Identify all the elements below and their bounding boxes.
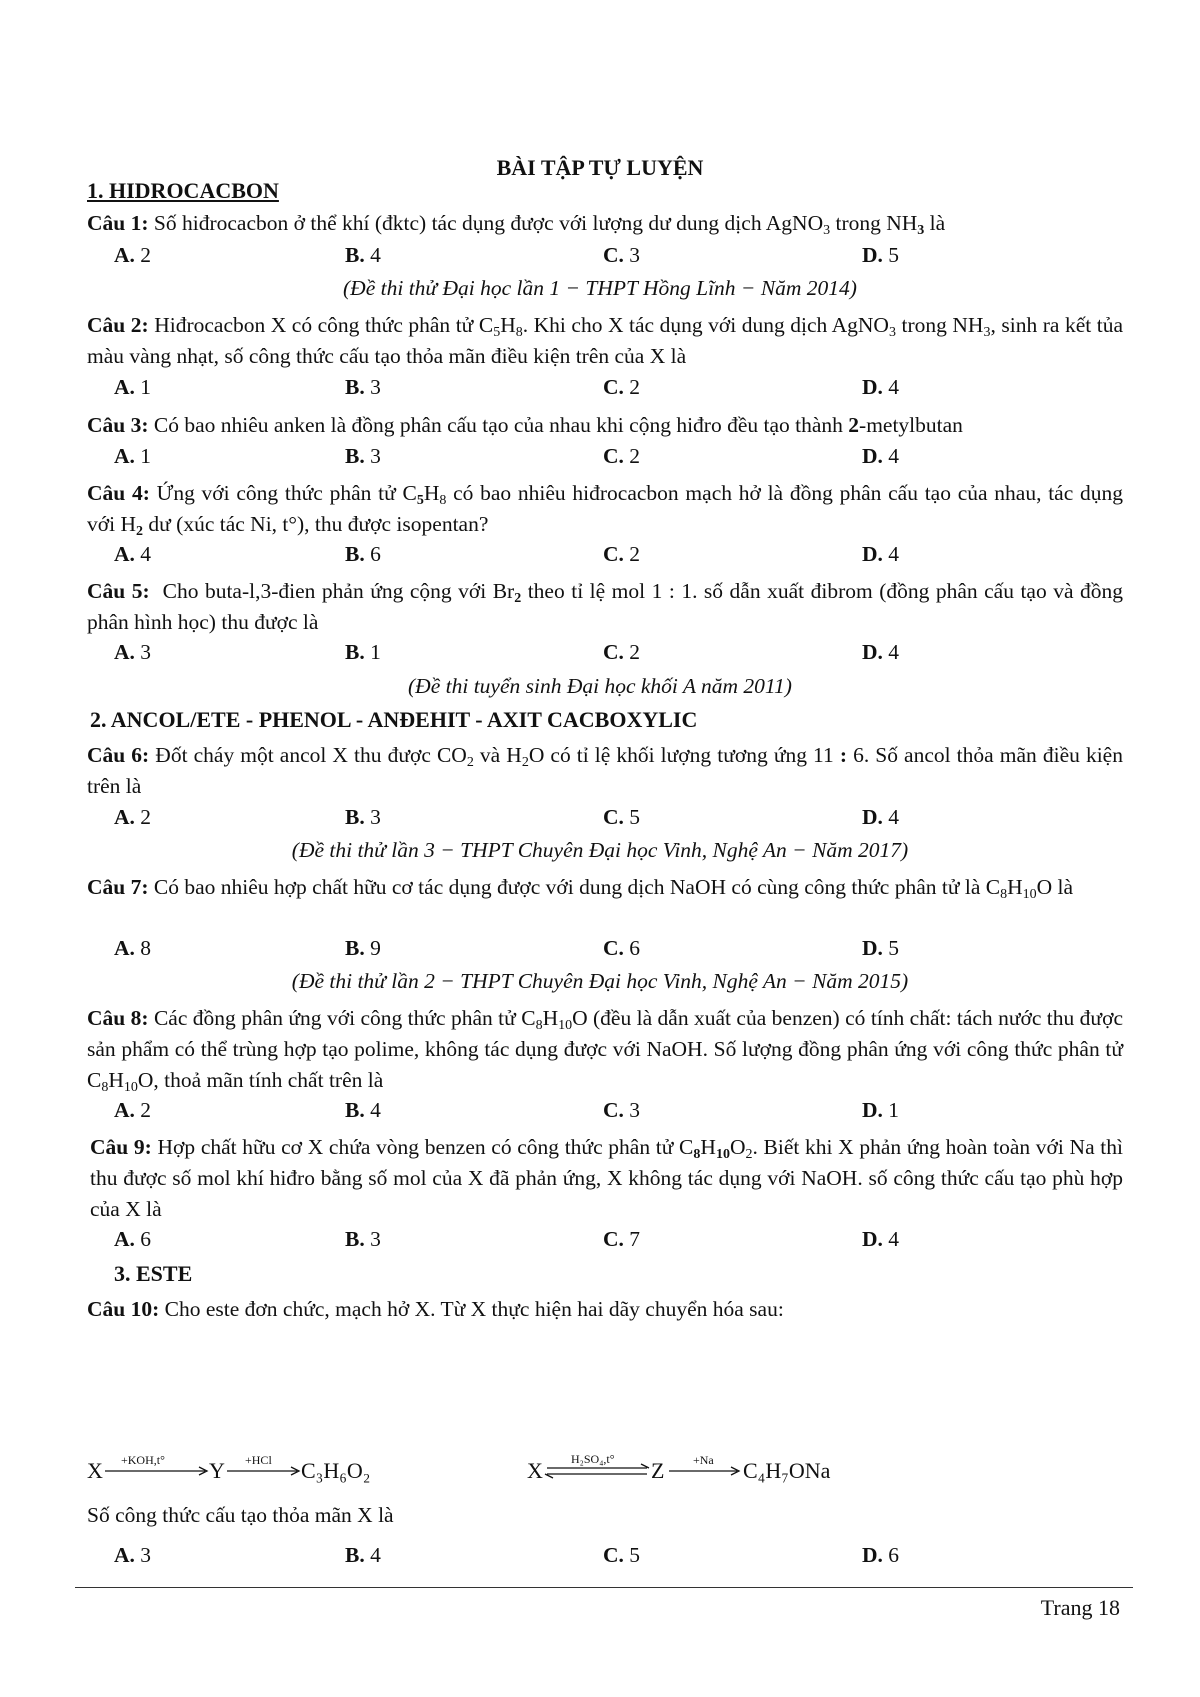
option-c[interactable]: C. 2 — [603, 640, 641, 664]
question-label: Câu 6: — [87, 743, 150, 767]
reactant-x: X — [527, 1458, 543, 1483]
options-row — [0, 444, 1200, 472]
question-4: Câu 4: Ứng với công thức phân tử $C_5H_8$ có bao nhiêu hiđrocacbon mạch hở là đồng phân cấu tạo của nhau, tác dụng với $H_2$ dư (xúc tác Ni, t°), thu được isopentan? — [87, 481, 1123, 539]
option-d[interactable]: D. 4 — [862, 444, 900, 468]
source-note: (Đề thi thử Đại học lần 1 − THPT Hồng Lĩnh − Năm 2014) — [343, 276, 857, 300]
section-heading-ester: 3. ESTE — [114, 1261, 193, 1286]
question-7: Câu 7: Có bao nhiêu hợp chất hữu cơ tác dụng được với dung dịch NaOH có cùng công thức phân tử là $C_8H_{10}O$ là — [87, 875, 1074, 902]
reagent-koh: +KOH,t° — [121, 1453, 165, 1467]
option-b[interactable]: B. 3 — [345, 1227, 381, 1251]
option-b[interactable]: B. 1 — [345, 640, 381, 664]
reagent-h2so4: H₂SO₄,t° — [571, 1452, 615, 1466]
reaction-scheme — [87, 1450, 1137, 1490]
option-a[interactable]: A. 3 — [114, 1543, 152, 1567]
option-b[interactable]: B. 6 — [345, 542, 381, 566]
question-label: Câu 9: — [90, 1135, 152, 1159]
options-row — [0, 936, 1200, 964]
reagent-na: +Na — [693, 1453, 714, 1467]
options-row — [0, 1543, 1200, 1571]
section-heading-hydrocarbon: 1. HIDROCACBON — [87, 178, 279, 203]
option-b[interactable]: B. 4 — [345, 1543, 381, 1567]
option-c[interactable]: C. 6 — [603, 936, 641, 960]
option-b[interactable]: B. 3 — [345, 805, 381, 829]
option-c[interactable]: C. 2 — [603, 444, 641, 468]
options-row — [0, 1098, 1200, 1126]
page-title: BÀI TẬP TỰ LUYỆN — [496, 155, 704, 180]
question-label: Câu 5: — [87, 579, 150, 603]
question-2: Câu 2: Hiđrocacbon X có công thức phân tử $C_5H_8$. Khi cho X tác dụng với dung dịch AgNO$_3$ trong $NH_3$, sinh ra kết tủa màu vàng nhạt, số công thức cấu tạo thỏa mãn điều kiện trên của X là — [87, 313, 1124, 368]
options-row — [0, 1227, 1200, 1255]
question-8: Câu 8: Các đồng phân ứng với công thức phân tử $C_8H_{10}O$ (đều là dẫn xuất của benzen) có tính chất: tách nước thu được sản phẩm có thể trùng hợp tạo polime, không tác dụng được với NaOH. Số lượng đồng phân ứng với công thức phân tử $C_8H_{10}O$, thoả mãn tính chất trên là — [87, 1006, 1123, 1095]
option-a[interactable]: A. 1 — [114, 444, 152, 468]
product-c3h6o2: C₃H₆O₂ — [301, 1458, 371, 1483]
section-heading-alcohol: 2. ANCOL/ETE - PHENOL - ANĐEHIT - AXIT CACBOXYLIC — [90, 707, 698, 732]
question-label: Câu 10: — [87, 1297, 160, 1321]
options-row — [0, 375, 1200, 403]
option-b[interactable]: B. 4 — [345, 243, 381, 267]
option-a[interactable]: A. 3 — [114, 640, 152, 664]
option-b[interactable]: B. 4 — [345, 1098, 381, 1122]
option-c[interactable]: C. 3 — [603, 1098, 641, 1122]
options-row — [0, 805, 1200, 833]
question-label: Câu 4: — [87, 481, 150, 505]
option-a[interactable]: A. 6 — [114, 1227, 152, 1251]
question-6: Câu 6: Đốt cháy một ancol X thu được $CO_2$ và $H_2O$ có tỉ lệ khối lượng tương ứng 11 : 6. Số ancol thỏa mãn điều kiện trên là — [87, 743, 1123, 798]
option-a[interactable]: A. 2 — [114, 805, 152, 829]
footer-divider — [75, 1587, 1133, 1588]
intermediate-y: Y — [209, 1458, 225, 1483]
option-d[interactable]: D. 1 — [862, 1098, 900, 1122]
reactant-x: X — [87, 1458, 103, 1483]
option-d[interactable]: D. 4 — [862, 542, 900, 566]
option-a[interactable]: A. 2 — [114, 243, 152, 267]
source-note: (Đề thi thử lần 3 − THPT Chuyên Đại học Vinh, Nghệ An − Năm 2017) — [291, 838, 909, 862]
options-row — [0, 243, 1200, 271]
source-note: (Đề thi tuyển sinh Đại học khối A năm 2011) — [408, 674, 792, 698]
question-label: Câu 7: — [87, 875, 149, 899]
option-d[interactable]: D. 4 — [862, 1227, 900, 1251]
options-row — [0, 640, 1200, 668]
option-b[interactable]: B. 9 — [345, 936, 381, 960]
option-d[interactable]: D. 5 — [862, 936, 900, 960]
option-b[interactable]: B. 3 — [345, 375, 381, 399]
option-d[interactable]: D. 4 — [862, 375, 900, 399]
options-row — [0, 542, 1200, 570]
reagent-hcl: +HCl — [245, 1453, 272, 1467]
question-label: Câu 8: — [87, 1006, 149, 1030]
option-c[interactable]: C. 5 — [603, 1543, 641, 1567]
option-c[interactable]: C. 2 — [603, 542, 641, 566]
source-note: (Đề thi thử lần 2 − THPT Chuyên Đại học Vinh, Nghệ An − Năm 2015) — [291, 969, 909, 993]
option-a[interactable]: A. 8 — [114, 936, 152, 960]
option-b[interactable]: B. 3 — [345, 444, 381, 468]
option-c[interactable]: C. 5 — [603, 805, 641, 829]
question-label: Câu 1: — [87, 211, 149, 235]
option-a[interactable]: A. 2 — [114, 1098, 152, 1122]
intermediate-z: Z — [651, 1458, 665, 1483]
question-10-prompt: Số công thức cấu tạo thỏa mãn X là — [87, 1503, 394, 1527]
question-1: Câu 1: Số hiđrocacbon ở thể khí (đktc) tác dụng được với lượng dư dung dịch AgNO$_3$ trong $NH_3$ là — [87, 211, 946, 238]
page-number: Trang 18 — [1040, 1595, 1120, 1620]
option-a[interactable]: A. 4 — [114, 542, 152, 566]
option-d[interactable]: D. 4 — [862, 640, 900, 664]
question-5: Câu 5: Cho buta-l,3-đien phản ứng cộng với $Br_2$ theo tỉ lệ mol 1 : 1. số dẫn xuất đibrom (đồng phân cấu tạo và đồng phân hình học) thu được là — [87, 579, 1123, 634]
product-c4h7ona: C₄H₇ONa — [743, 1458, 831, 1483]
question-3: Câu 3: Có bao nhiêu anken là đồng phân cấu tạo của nhau khi cộng hiđro đều tạo thành 2-metylbutan — [87, 413, 963, 437]
question-label: Câu 3: — [87, 413, 149, 437]
reaction-chains — [87, 1450, 1137, 1490]
question-9: Câu 9: Hợp chất hữu cơ X chứa vòng benzen có công thức phân tử $C_8H_{10}O_2$. Biết khi X phản ứng hoàn toàn với Na thì thu được số mol khí hiđro bằng số mol của X đã phản ứng, X không tác dụng với NaOH. số công thức cấu tạo phù hợp của X là — [90, 1135, 1123, 1221]
question-label: Câu 2: — [87, 313, 149, 337]
option-c[interactable]: C. 3 — [603, 243, 641, 267]
option-d[interactable]: D. 6 — [862, 1543, 900, 1567]
option-c[interactable]: C. 2 — [603, 375, 641, 399]
option-d[interactable]: D. 5 — [862, 243, 900, 267]
option-d[interactable]: D. 4 — [862, 805, 900, 829]
option-c[interactable]: C. 7 — [603, 1227, 641, 1251]
question-10: Câu 10: Cho este đơn chức, mạch hở X. Từ X thực hiện hai dãy chuyển hóa sau: — [87, 1297, 784, 1321]
option-a[interactable]: A. 1 — [114, 375, 152, 399]
